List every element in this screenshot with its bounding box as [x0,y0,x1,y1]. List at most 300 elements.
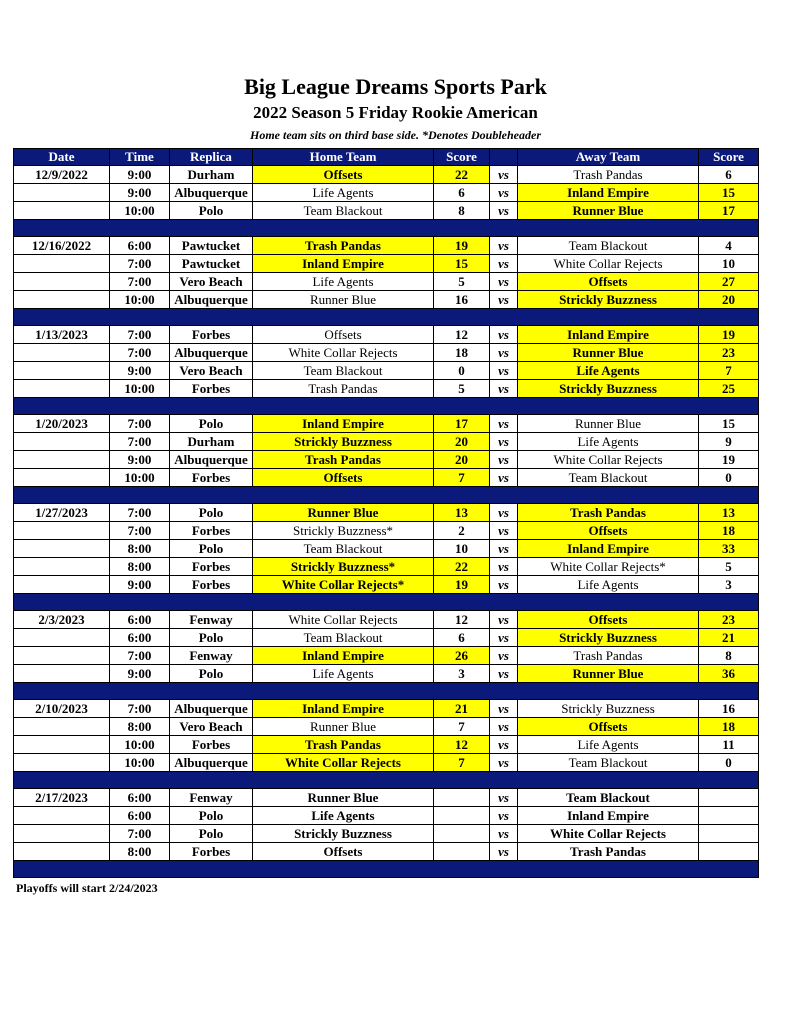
time-cell: 9:00 [110,184,170,202]
table-row [14,344,759,362]
away-score-cell: 3 [699,576,759,594]
date-cell: 2/3/2023 [14,611,110,629]
date-cell [14,451,110,469]
replica-cell: Forbes [170,522,253,540]
separator-cell [14,772,759,789]
replica-cell: Albuquerque [170,344,253,362]
home-score-cell: 16 [434,291,490,309]
date-cell [14,291,110,309]
away-team-cell: Offsets [518,273,699,291]
away-score-cell: 17 [699,202,759,220]
away-score-cell: 16 [699,700,759,718]
vs-cell: vs [490,665,518,683]
replica-cell: Polo [170,665,253,683]
vs-cell: vs [490,540,518,558]
away-score-cell: 10 [699,255,759,273]
away-score-cell: 23 [699,344,759,362]
home-team-cell: Trash Pandas [253,736,434,754]
time-cell: 7:00 [110,415,170,433]
table-row [14,611,759,629]
vs-cell: vs [490,433,518,451]
table-row [14,451,759,469]
col-header-away-score: Score [699,149,759,166]
away-score-cell: 21 [699,629,759,647]
replica-cell: Albuquerque [170,451,253,469]
away-score-cell [699,807,759,825]
date-cell [14,255,110,273]
home-score-cell: 22 [434,166,490,184]
date-cell [14,344,110,362]
home-team-cell: White Collar Rejects [253,754,434,772]
table-row [14,558,759,576]
vs-cell: vs [490,451,518,469]
date-cell: 1/13/2023 [14,326,110,344]
date-cell [14,273,110,291]
week-separator [14,398,759,415]
away-team-cell: Team Blackout [518,237,699,255]
time-cell: 7:00 [110,700,170,718]
away-score-cell: 19 [699,451,759,469]
col-header-home-score: Score [434,149,490,166]
home-team-cell: Team Blackout [253,540,434,558]
table-row [14,789,759,807]
home-score-cell: 19 [434,576,490,594]
away-score-cell: 8 [699,647,759,665]
date-cell [14,202,110,220]
away-team-cell: Runner Blue [518,665,699,683]
away-team-cell: Strickly Buzzness [518,291,699,309]
replica-cell: Polo [170,202,253,220]
table-row [14,362,759,380]
home-score-cell: 6 [434,629,490,647]
date-cell [14,825,110,843]
col-header-replica: Replica [170,149,253,166]
home-score-cell: 15 [434,255,490,273]
table-row [14,629,759,647]
home-score-cell: 3 [434,665,490,683]
home-score-cell: 7 [434,469,490,487]
home-score-cell: 7 [434,718,490,736]
time-cell: 9:00 [110,166,170,184]
date-cell [14,184,110,202]
home-team-cell: Strickly Buzzness* [253,522,434,540]
table-row [14,647,759,665]
table-row [14,540,759,558]
date-cell: 2/17/2023 [14,789,110,807]
away-score-cell [699,825,759,843]
home-score-cell: 5 [434,380,490,398]
date-cell: 12/9/2022 [14,166,110,184]
col-header-time: Time [110,149,170,166]
table-row [14,469,759,487]
vs-cell: vs [490,736,518,754]
away-score-cell: 11 [699,736,759,754]
home-team-cell: Inland Empire [253,415,434,433]
home-team-cell: White Collar Rejects [253,611,434,629]
replica-cell: Pawtucket [170,255,253,273]
home-team-cell: Offsets [253,166,434,184]
replica-cell: Forbes [170,843,253,861]
home-team-cell: Strickly Buzzness [253,825,434,843]
replica-cell: Albuquerque [170,700,253,718]
away-score-cell: 5 [699,558,759,576]
away-score-cell: 13 [699,504,759,522]
separator-cell [14,861,759,878]
replica-cell: Vero Beach [170,273,253,291]
replica-cell: Fenway [170,789,253,807]
away-score-cell: 18 [699,718,759,736]
separator-cell [14,683,759,700]
home-team-cell: Life Agents [253,807,434,825]
replica-cell: Forbes [170,469,253,487]
vs-cell: vs [490,576,518,594]
away-score-cell: 27 [699,273,759,291]
home-team-cell: Strickly Buzzness [253,433,434,451]
table-row [14,291,759,309]
vs-cell: vs [490,380,518,398]
replica-cell: Durham [170,166,253,184]
home-team-cell: Strickly Buzzness* [253,558,434,576]
home-score-cell: 12 [434,736,490,754]
table-row [14,433,759,451]
home-score-cell: 13 [434,504,490,522]
table-row [14,202,759,220]
time-cell: 10:00 [110,754,170,772]
replica-cell: Forbes [170,558,253,576]
replica-cell: Albuquerque [170,754,253,772]
date-cell: 12/16/2022 [14,237,110,255]
home-team-cell: Life Agents [253,184,434,202]
time-cell: 8:00 [110,843,170,861]
away-team-cell: Life Agents [518,736,699,754]
home-score-cell: 10 [434,540,490,558]
home-score-cell: 18 [434,344,490,362]
replica-cell: Forbes [170,326,253,344]
time-cell: 7:00 [110,433,170,451]
week-separator [14,861,759,878]
table-row [14,380,759,398]
away-score-cell: 0 [699,469,759,487]
time-cell: 6:00 [110,237,170,255]
date-cell: 2/10/2023 [14,700,110,718]
home-team-cell: Trash Pandas [253,237,434,255]
away-team-cell: Team Blackout [518,754,699,772]
replica-cell: Fenway [170,611,253,629]
away-score-cell: 9 [699,433,759,451]
table-row [14,273,759,291]
playoffs-note: Playoffs will start 2/24/2023 [16,881,158,895]
replica-cell: Polo [170,540,253,558]
table-header [14,149,759,166]
away-score-cell: 36 [699,665,759,683]
away-team-cell: Trash Pandas [518,647,699,665]
page-subtitle: 2022 Season 5 Friday Rookie American [253,103,538,122]
time-cell: 8:00 [110,718,170,736]
time-cell: 7:00 [110,344,170,362]
away-team-cell: Strickly Buzzness [518,380,699,398]
away-score-cell: 15 [699,415,759,433]
separator-cell [14,594,759,611]
table-row [14,700,759,718]
week-separator [14,594,759,611]
separator-cell [14,309,759,326]
home-team-cell: White Collar Rejects [253,344,434,362]
table-row [14,415,759,433]
home-score-cell: 5 [434,273,490,291]
away-score-cell: 25 [699,380,759,398]
vs-cell: vs [490,789,518,807]
date-cell [14,540,110,558]
away-team-cell: Life Agents [518,362,699,380]
away-team-cell: Inland Empire [518,326,699,344]
week-separator [14,487,759,504]
home-team-cell: Team Blackout [253,362,434,380]
vs-cell: vs [490,362,518,380]
separator-cell [14,487,759,504]
vs-cell: vs [490,291,518,309]
date-cell [14,629,110,647]
away-team-cell: Offsets [518,522,699,540]
date-cell [14,576,110,594]
home-score-cell: 22 [434,558,490,576]
home-team-cell: Offsets [253,326,434,344]
home-score-cell: 17 [434,415,490,433]
vs-cell: vs [490,273,518,291]
home-score-cell: 26 [434,647,490,665]
time-cell: 10:00 [110,380,170,398]
replica-cell: Polo [170,825,253,843]
date-cell [14,469,110,487]
vs-cell: vs [490,718,518,736]
away-score-cell: 4 [699,237,759,255]
date-cell [14,647,110,665]
away-score-cell [699,843,759,861]
replica-cell: Vero Beach [170,718,253,736]
away-score-cell: 15 [699,184,759,202]
vs-cell: vs [490,611,518,629]
week-separator [14,220,759,237]
table-row [14,736,759,754]
home-team-cell: Offsets [253,469,434,487]
away-team-cell: Inland Empire [518,807,699,825]
date-cell: 1/27/2023 [14,504,110,522]
page-title: Big League Dreams Sports Park [244,74,547,99]
table-row [14,825,759,843]
away-team-cell: Offsets [518,718,699,736]
replica-cell: Albuquerque [170,184,253,202]
vs-cell: vs [490,326,518,344]
date-cell [14,558,110,576]
home-score-cell: 0 [434,362,490,380]
away-team-cell: Trash Pandas [518,843,699,861]
time-cell: 6:00 [110,789,170,807]
home-team-cell: Inland Empire [253,700,434,718]
date-cell [14,522,110,540]
table-body [14,166,759,878]
away-team-cell: Runner Blue [518,344,699,362]
time-cell: 7:00 [110,825,170,843]
home-score-cell [434,807,490,825]
away-score-cell: 0 [699,754,759,772]
home-team-cell: Trash Pandas [253,380,434,398]
time-cell: 7:00 [110,326,170,344]
table-row [14,237,759,255]
col-header-date: Date [14,149,110,166]
away-team-cell: Offsets [518,611,699,629]
date-cell [14,807,110,825]
replica-cell: Fenway [170,647,253,665]
table-row [14,504,759,522]
away-score-cell: 18 [699,522,759,540]
replica-cell: Polo [170,504,253,522]
home-score-cell: 12 [434,611,490,629]
col-header-away-team: Away Team [518,149,699,166]
vs-cell: vs [490,255,518,273]
date-cell [14,843,110,861]
away-team-cell: Inland Empire [518,540,699,558]
time-cell: 9:00 [110,665,170,683]
away-team-cell: Team Blackout [518,469,699,487]
home-team-cell: Offsets [253,843,434,861]
vs-cell: vs [490,469,518,487]
home-score-cell [434,843,490,861]
time-cell: 7:00 [110,504,170,522]
home-score-cell [434,789,490,807]
away-team-cell: Runner Blue [518,202,699,220]
replica-cell: Polo [170,629,253,647]
time-cell: 6:00 [110,629,170,647]
home-score-cell: 6 [434,184,490,202]
home-score-cell: 8 [434,202,490,220]
home-score-cell: 20 [434,433,490,451]
home-team-cell: Life Agents [253,273,434,291]
home-score-cell: 19 [434,237,490,255]
time-cell: 7:00 [110,273,170,291]
col-header-home-team: Home Team [253,149,434,166]
replica-cell: Albuquerque [170,291,253,309]
time-cell: 10:00 [110,736,170,754]
date-cell [14,362,110,380]
page-note: Home team sits on third base side. *Denotes Doubleheader [250,128,541,142]
replica-cell: Forbes [170,380,253,398]
vs-cell: vs [490,504,518,522]
time-cell: 9:00 [110,576,170,594]
away-team-cell: White Collar Rejects [518,825,699,843]
home-score-cell: 2 [434,522,490,540]
replica-cell: Polo [170,807,253,825]
time-cell: 7:00 [110,647,170,665]
vs-cell: vs [490,415,518,433]
vs-cell: vs [490,558,518,576]
vs-cell: vs [490,825,518,843]
date-cell [14,736,110,754]
week-separator [14,309,759,326]
time-cell: 7:00 [110,522,170,540]
replica-cell: Forbes [170,736,253,754]
away-score-cell: 7 [699,362,759,380]
time-cell: 7:00 [110,255,170,273]
away-team-cell: Life Agents [518,433,699,451]
date-cell [14,665,110,683]
replica-cell: Vero Beach [170,362,253,380]
away-team-cell: Runner Blue [518,415,699,433]
home-team-cell: Runner Blue [253,718,434,736]
date-cell [14,754,110,772]
time-cell: 9:00 [110,362,170,380]
away-score-cell: 23 [699,611,759,629]
week-separator [14,772,759,789]
home-team-cell: Runner Blue [253,291,434,309]
separator-cell [14,398,759,415]
time-cell: 10:00 [110,202,170,220]
table-row [14,576,759,594]
away-score-cell: 20 [699,291,759,309]
vs-cell: vs [490,237,518,255]
away-team-cell: White Collar Rejects* [518,558,699,576]
table-row [14,665,759,683]
table-row [14,184,759,202]
date-cell [14,718,110,736]
away-team-cell: Strickly Buzzness [518,629,699,647]
away-score-cell: 6 [699,166,759,184]
vs-cell: vs [490,184,518,202]
col-header-vs [490,149,518,166]
table-row [14,754,759,772]
time-cell: 8:00 [110,540,170,558]
home-score-cell: 7 [434,754,490,772]
vs-cell: vs [490,202,518,220]
home-team-cell: White Collar Rejects* [253,576,434,594]
week-separator [14,683,759,700]
home-score-cell [434,825,490,843]
vs-cell: vs [490,522,518,540]
vs-cell: vs [490,754,518,772]
date-cell [14,380,110,398]
table-row [14,843,759,861]
away-team-cell: White Collar Rejects [518,255,699,273]
home-team-cell: Team Blackout [253,629,434,647]
replica-cell: Durham [170,433,253,451]
vs-cell: vs [490,166,518,184]
away-team-cell: Inland Empire [518,184,699,202]
away-score-cell: 19 [699,326,759,344]
time-cell: 8:00 [110,558,170,576]
home-team-cell: Life Agents [253,665,434,683]
separator-cell [14,220,759,237]
schedule-table [13,148,759,878]
away-team-cell: Team Blackout [518,789,699,807]
away-score-cell [699,789,759,807]
date-cell [14,433,110,451]
table-row [14,718,759,736]
vs-cell: vs [490,843,518,861]
table-row [14,166,759,184]
table-row [14,807,759,825]
table-row [14,326,759,344]
home-team-cell: Inland Empire [253,647,434,665]
table-row [14,255,759,273]
home-score-cell: 21 [434,700,490,718]
away-team-cell: Life Agents [518,576,699,594]
vs-cell: vs [490,700,518,718]
time-cell: 6:00 [110,807,170,825]
replica-cell: Forbes [170,576,253,594]
away-team-cell: Strickly Buzzness [518,700,699,718]
time-cell: 9:00 [110,451,170,469]
home-score-cell: 12 [434,326,490,344]
vs-cell: vs [490,344,518,362]
away-score-cell: 33 [699,540,759,558]
